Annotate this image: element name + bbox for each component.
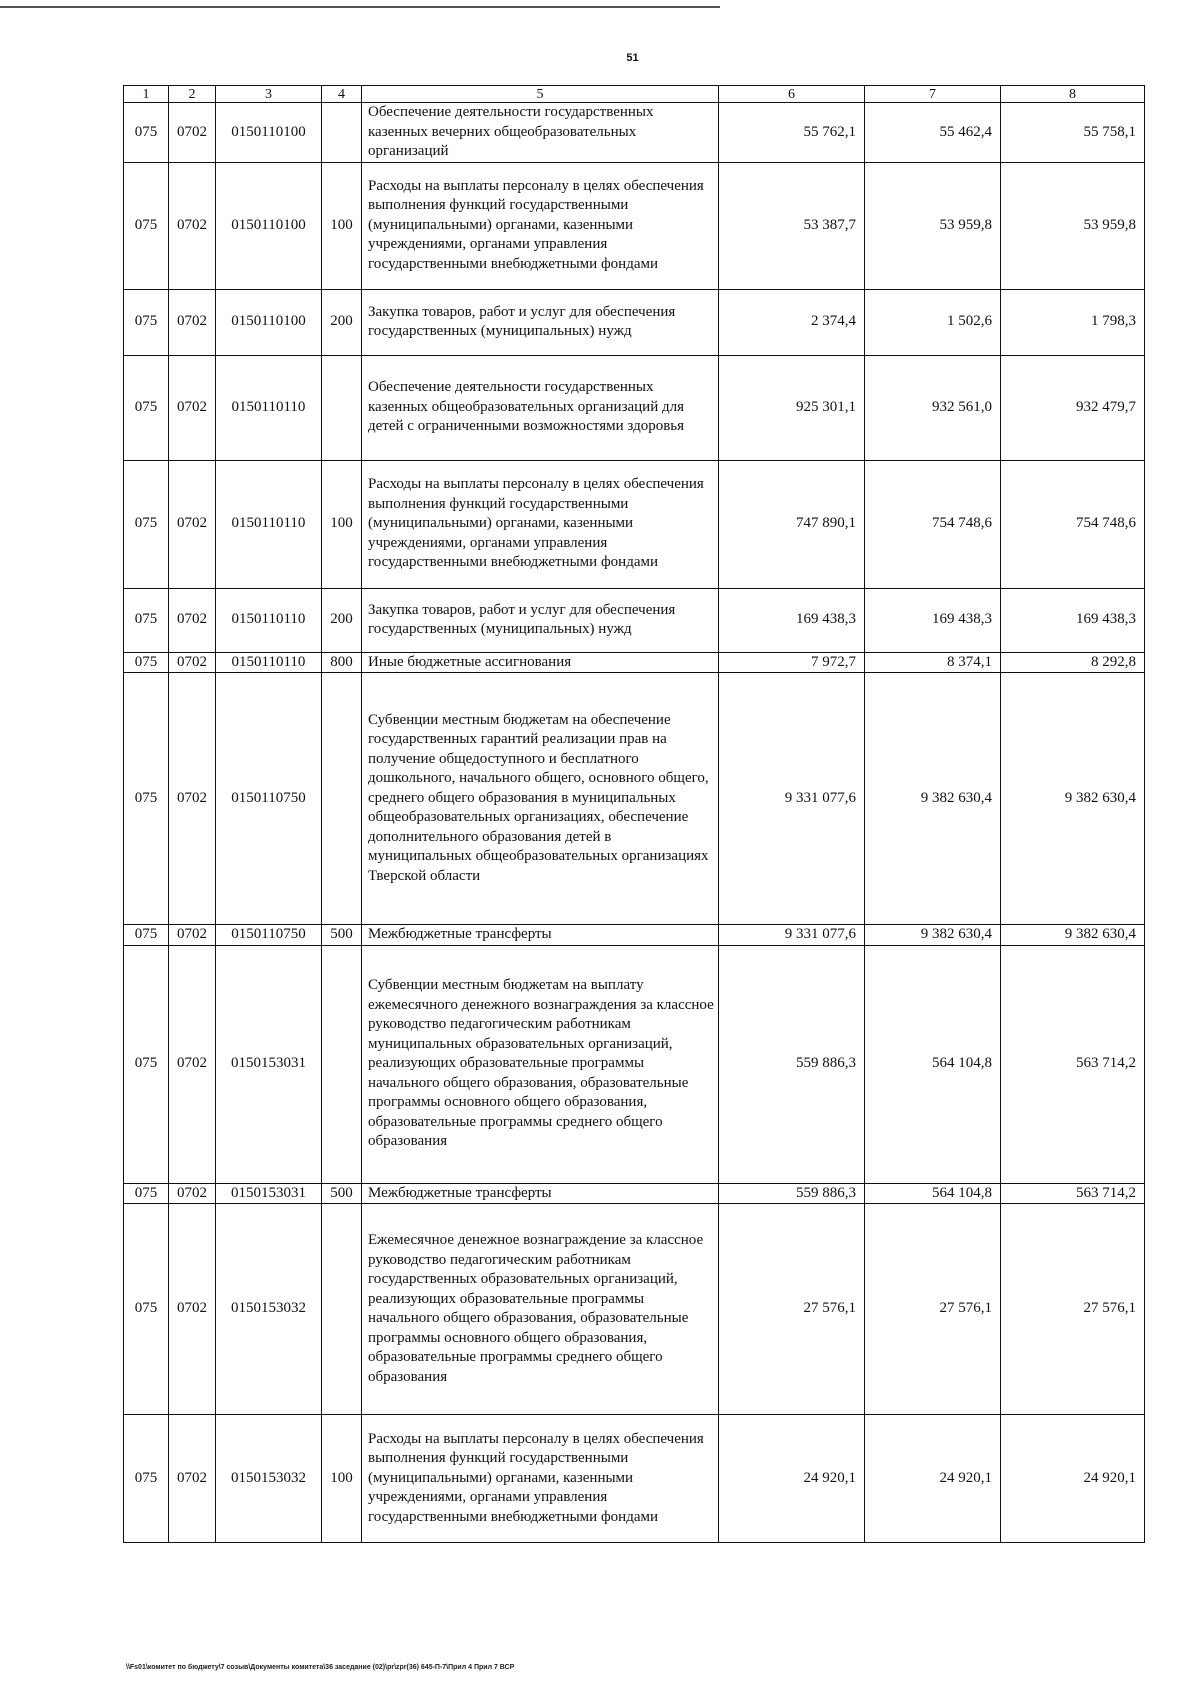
cell-description: Субвенции местным бюджетам на выплату ежемесячного денежного вознаграждения за классное руководство педагогическим работникам муниципальных образовательных организаций, реализующих образовательные программы начального общего образования, образовательные программы основного общего образования, образовательные программы среднего общего образования — [362, 945, 719, 1183]
cell-section: 0702 — [169, 1204, 216, 1415]
col-header-2: 2 — [169, 86, 216, 103]
cell-expense-type: 100 — [322, 460, 362, 588]
cell-amount-2: 53 959,8 — [865, 162, 1001, 289]
cell-amount-3: 55 758,1 — [1001, 103, 1145, 163]
cell-target-article: 0150110110 — [216, 652, 322, 673]
cell-amount-3: 8 292,8 — [1001, 652, 1145, 673]
cell-expense-type: 800 — [322, 652, 362, 673]
cell-section: 0702 — [169, 162, 216, 289]
footer-file-path: \\Fs01\комитет по бюджету\7 созыв\Документы комитета\36 заседание (02)\pr\zpr(36) 645-П-7\Прил 4 Прил 7 ВСР — [126, 1664, 515, 1671]
cell-section: 0702 — [169, 588, 216, 652]
cell-amount-3: 9 382 630,4 — [1001, 925, 1145, 946]
cell-expense-type: 100 — [322, 1415, 362, 1543]
cell-amount-1: 27 576,1 — [719, 1204, 865, 1415]
cell-amount-1: 9 331 077,6 — [719, 673, 865, 925]
cell-description: Межбюджетные трансферты — [362, 925, 719, 946]
cell-section: 0702 — [169, 652, 216, 673]
cell-amount-3: 27 576,1 — [1001, 1204, 1145, 1415]
cell-ministry: 075 — [124, 1183, 169, 1204]
col-header-8: 8 — [1001, 86, 1145, 103]
cell-expense-type: 200 — [322, 588, 362, 652]
cell-description: Иные бюджетные ассигнования — [362, 652, 719, 673]
cell-expense-type: 100 — [322, 162, 362, 289]
cell-section: 0702 — [169, 925, 216, 946]
cell-expense-type — [322, 355, 362, 460]
cell-ministry: 075 — [124, 355, 169, 460]
cell-description: Обеспечение деятельности государственных казенных общеобразовательных организаций для детей с ограниченными возможностями здоровья — [362, 355, 719, 460]
cell-ministry: 075 — [124, 945, 169, 1183]
cell-ministry: 075 — [124, 673, 169, 925]
cell-amount-1: 24 920,1 — [719, 1415, 865, 1543]
cell-description: Расходы на выплаты персоналу в целях обеспечения выполнения функций государственными (муниципальными) органами, казенными учреждениями, органами управления государственными внебюджетными фондами — [362, 1415, 719, 1543]
table-row — [124, 673, 1145, 925]
cell-section: 0702 — [169, 460, 216, 588]
table-row — [124, 460, 1145, 588]
cell-expense-type — [322, 103, 362, 163]
col-header-7: 7 — [865, 86, 1001, 103]
cell-ministry: 075 — [124, 652, 169, 673]
cell-description: Обеспечение деятельности государственных казенных вечерних общеобразовательных организаций — [362, 103, 719, 163]
cell-target-article: 0150153031 — [216, 945, 322, 1183]
cell-description: Ежемесячное денежное вознаграждение за классное руководство педагогическим работникам государственных образовательных организаций, реализующих образовательные программы начального общего образования, образовательные программы основного общего образования, образовательные программы среднего общего образования — [362, 1204, 719, 1415]
cell-amount-3: 932 479,7 — [1001, 355, 1145, 460]
cell-amount-2: 564 104,8 — [865, 1183, 1001, 1204]
col-header-6: 6 — [719, 86, 865, 103]
cell-amount-3: 754 748,6 — [1001, 460, 1145, 588]
table-row — [124, 652, 1145, 673]
table-row — [124, 289, 1145, 355]
cell-amount-3: 9 382 630,4 — [1001, 673, 1145, 925]
cell-amount-2: 564 104,8 — [865, 945, 1001, 1183]
cell-expense-type: 500 — [322, 925, 362, 946]
table-row — [124, 1183, 1145, 1204]
cell-amount-2: 9 382 630,4 — [865, 673, 1001, 925]
cell-target-article: 0150110100 — [216, 103, 322, 163]
cell-amount-2: 169 438,3 — [865, 588, 1001, 652]
cell-ministry: 075 — [124, 460, 169, 588]
header-row — [124, 86, 1145, 103]
cell-description: Межбюджетные трансферты — [362, 1183, 719, 1204]
cell-target-article: 0150110110 — [216, 355, 322, 460]
cell-amount-1: 53 387,7 — [719, 162, 865, 289]
col-header-5: 5 — [362, 86, 719, 103]
cell-amount-3: 1 798,3 — [1001, 289, 1145, 355]
cell-target-article: 0150153032 — [216, 1204, 322, 1415]
cell-target-article: 0150110110 — [216, 588, 322, 652]
table-row — [124, 1204, 1145, 1415]
cell-target-article: 0150110100 — [216, 289, 322, 355]
budget-table — [123, 85, 1145, 1543]
table-row — [124, 162, 1145, 289]
cell-description: Расходы на выплаты персоналу в целях обеспечения выполнения функций государственными (муниципальными) органами, казенными учреждениями, органами управления государственными внебюджетными фондами — [362, 460, 719, 588]
cell-amount-2: 1 502,6 — [865, 289, 1001, 355]
cell-amount-1: 169 438,3 — [719, 588, 865, 652]
cell-expense-type — [322, 673, 362, 925]
cell-amount-2: 24 920,1 — [865, 1415, 1001, 1543]
cell-amount-1: 55 762,1 — [719, 103, 865, 163]
cell-amount-2: 9 382 630,4 — [865, 925, 1001, 946]
cell-target-article: 0150153032 — [216, 1415, 322, 1543]
cell-expense-type — [322, 945, 362, 1183]
table-row — [124, 103, 1145, 163]
cell-ministry: 075 — [124, 1415, 169, 1543]
cell-expense-type: 200 — [322, 289, 362, 355]
table-row — [124, 945, 1145, 1183]
col-header-3: 3 — [216, 86, 322, 103]
cell-amount-2: 754 748,6 — [865, 460, 1001, 588]
cell-ministry: 075 — [124, 289, 169, 355]
cell-ministry: 075 — [124, 588, 169, 652]
cell-description: Закупка товаров, работ и услуг для обеспечения государственных (муниципальных) нужд — [362, 588, 719, 652]
cell-description: Расходы на выплаты персоналу в целях обеспечения выполнения функций государственными (муниципальными) органами, казенными учреждениями, органами управления государственными внебюджетными фондами — [362, 162, 719, 289]
cell-expense-type: 500 — [322, 1183, 362, 1204]
col-header-1: 1 — [124, 86, 169, 103]
scan-edge-line — [0, 6, 720, 8]
cell-description: Закупка товаров, работ и услуг для обеспечения государственных (муниципальных) нужд — [362, 289, 719, 355]
col-header-4: 4 — [322, 86, 362, 103]
table-row — [124, 1415, 1145, 1543]
cell-amount-3: 169 438,3 — [1001, 588, 1145, 652]
cell-section: 0702 — [169, 673, 216, 925]
cell-amount-1: 559 886,3 — [719, 945, 865, 1183]
cell-target-article: 0150153031 — [216, 1183, 322, 1204]
cell-ministry: 075 — [124, 925, 169, 946]
cell-amount-2: 8 374,1 — [865, 652, 1001, 673]
table-row — [124, 355, 1145, 460]
cell-amount-1: 9 331 077,6 — [719, 925, 865, 946]
cell-amount-3: 24 920,1 — [1001, 1415, 1145, 1543]
table-row — [124, 588, 1145, 652]
cell-ministry: 075 — [124, 103, 169, 163]
cell-amount-2: 55 462,4 — [865, 103, 1001, 163]
table-row — [124, 925, 1145, 946]
cell-amount-2: 27 576,1 — [865, 1204, 1001, 1415]
cell-target-article: 0150110750 — [216, 925, 322, 946]
cell-amount-1: 747 890,1 — [719, 460, 865, 588]
cell-amount-3: 563 714,2 — [1001, 945, 1145, 1183]
cell-ministry: 075 — [124, 162, 169, 289]
cell-expense-type — [322, 1204, 362, 1415]
cell-target-article: 0150110750 — [216, 673, 322, 925]
cell-section: 0702 — [169, 945, 216, 1183]
cell-amount-2: 932 561,0 — [865, 355, 1001, 460]
cell-amount-3: 563 714,2 — [1001, 1183, 1145, 1204]
page-number: 51 — [626, 52, 639, 64]
cell-section: 0702 — [169, 289, 216, 355]
cell-amount-1: 559 886,3 — [719, 1183, 865, 1204]
cell-amount-3: 53 959,8 — [1001, 162, 1145, 289]
cell-amount-1: 925 301,1 — [719, 355, 865, 460]
cell-target-article: 0150110100 — [216, 162, 322, 289]
cell-section: 0702 — [169, 355, 216, 460]
cell-description: Субвенции местным бюджетам на обеспечение государственных гарантий реализации прав на получение общедоступного и бесплатного дошкольного, начального общего, основного общего, среднего общего образования в муниципальных общеобразовательных организациях, обеспечение дополнительного образования детей в муниципальных общеобразовательных организациях Тверской области — [362, 673, 719, 925]
cell-amount-1: 2 374,4 — [719, 289, 865, 355]
cell-section: 0702 — [169, 1415, 216, 1543]
cell-section: 0702 — [169, 1183, 216, 1204]
cell-amount-1: 7 972,7 — [719, 652, 865, 673]
cell-ministry: 075 — [124, 1204, 169, 1415]
cell-section: 0702 — [169, 103, 216, 163]
cell-target-article: 0150110110 — [216, 460, 322, 588]
